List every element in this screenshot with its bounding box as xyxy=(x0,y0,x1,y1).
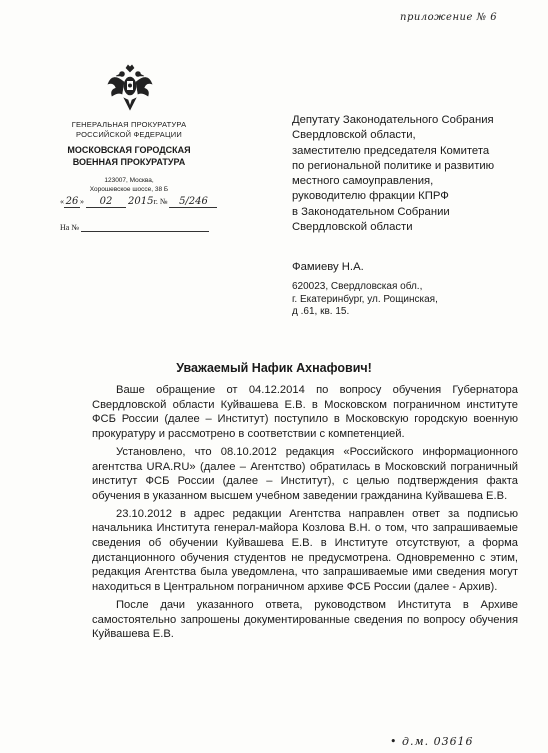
addressee-line: местного самоуправления, xyxy=(292,175,434,188)
reg-year-suffix: г. xyxy=(153,197,158,206)
reg-year: 2015 xyxy=(128,196,154,207)
org-address-2: Хорошевское шоссе, 38 Б xyxy=(89,186,169,193)
addressee-line: Депутату Законодательного Собрания xyxy=(292,114,494,126)
letter-body xyxy=(92,383,518,645)
reg-month: 02 xyxy=(86,196,126,208)
addressee-block xyxy=(292,113,532,235)
bottom-stamp: • д.м. 03616 xyxy=(390,735,474,748)
postal-address xyxy=(292,281,492,319)
reference-line xyxy=(60,222,209,232)
org-line-3: МОСКОВСКАЯ ГОРОДСКАЯ xyxy=(67,145,191,155)
addressee-line: Свердловской области, xyxy=(292,129,416,142)
org-line-2: РОССИЙСКОЙ ФЕДЕРАЦИИ xyxy=(76,130,182,139)
salutation: Уважаемый Нафик Ахнафович! xyxy=(176,361,372,375)
org-address-1: 123007, Москва, xyxy=(104,177,154,184)
body-paragraph: Ваше обращение от 04.12.2014 по вопросу обучения Губернатора Свердловской области Куйвашева Е.В. в Московском пограничном институте ФСБ России (далее – Институт) поступило в Московскую городскую военную прокуратуру и рассмотрено в соответствии с компетенцией. xyxy=(92,384,518,441)
body-paragraph: После дачи указанного ответа, руководством Института в Архиве самостоятельно запрошены документированные сведения по вопросу обучения Куйвашева Е.В. xyxy=(92,598,518,641)
registration-line: « 26 » 02 2015г. № 5/246 xyxy=(60,196,217,208)
attachment-note: приложение № 6 xyxy=(400,12,498,23)
reg-number: 5/246 xyxy=(169,196,217,208)
addressee-line: в Законодательном Собрании xyxy=(292,205,450,218)
addressee-line: заместителю председателя Комитета xyxy=(292,144,490,157)
reference-field xyxy=(81,222,209,232)
body-paragraph: Установлено, что 08.10.2012 редакция «Российского информационного агентства URA.RU» (далее – Агентство) обратилась в Московский пограничный институт ФСБ России (далее – Институт), с целью подтверждения факта обучения в указанном высшем учебном заведении гражданина Куйвашева Е.В. xyxy=(92,445,518,502)
org-line-4: ВОЕННАЯ ПРОКУРАТУРА xyxy=(72,157,186,167)
reg-day: 26 xyxy=(65,196,79,207)
addressee-line: Свердловской области xyxy=(292,221,413,234)
reg-no-label: № xyxy=(159,197,168,206)
recipient-name: Фамиеву Н.А. xyxy=(292,261,364,273)
addressee-line: руководителю фракции КПРФ xyxy=(292,190,449,203)
postal-line: 620023, Свердловская обл., xyxy=(292,281,423,292)
double-headed-eagle-emblem xyxy=(104,62,156,114)
body-paragraph: 23.10.2012 в адрес редакции Агентства направлен ответ за подписью начальника Института генерал-майора Козлова В.Н. о том, что запрашиваемые сведения об обучении Куйвашева Е.В. в Институте отсутствуют, а форма дистанционного обучения студентов не предусмотрена. Одновременно с этим, редакция Агентства была уведомлена, что запрашиваемые ими сведения могут находиться в Центральном пограничном архиве ФСБ России (далее - Архив). xyxy=(92,507,518,594)
postal-line: д .61, кв. 15. xyxy=(292,306,350,318)
addressee-line: по региональной политике и развитию xyxy=(292,159,495,172)
postal-line: г. Екатеринбург, ул. Рощинская, xyxy=(292,293,438,305)
org-block xyxy=(54,120,204,194)
org-line-1: ГЕНЕРАЛЬНАЯ ПРОКУРАТУРА xyxy=(71,120,187,129)
reference-label: На № xyxy=(60,223,79,232)
